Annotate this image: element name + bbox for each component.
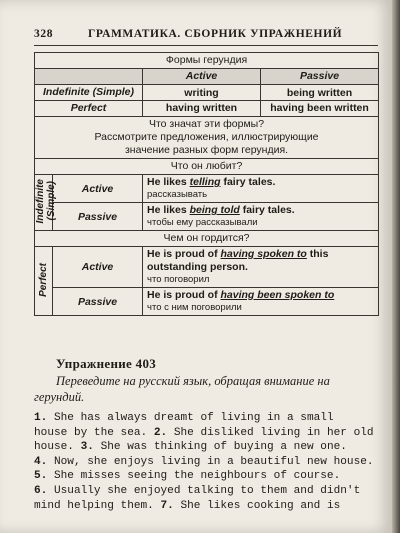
section2-active-label: Active: [53, 247, 143, 288]
section2-active-example: He is proud of having spoken to this outstanding person. что поговорил: [143, 247, 379, 288]
section1-heading: Что он любит?: [35, 159, 379, 175]
page-edge-shadow: [392, 0, 400, 533]
section2-passive-example: He is proud of having been spoken to что с ним поговорили: [143, 288, 379, 316]
running-title: ГРАММАТИКА. СБОРНИК УПРАЖНЕНИЙ: [88, 28, 343, 40]
exercise-text: [34, 411, 384, 513]
side-label-indefinite: Indefinite (Simple): [35, 175, 53, 231]
section1-passive-example: He likes being told fairy tales. чтобы ему рассказывали: [143, 203, 379, 231]
section1-passive-label: Passive: [53, 203, 143, 231]
section2-passive-label: Passive: [53, 288, 143, 316]
text-line: house. 3. She was thinking of buying a new one.: [34, 441, 347, 454]
exercise-title: Упражнение 403: [56, 356, 157, 371]
text-line: 4. Now, she enjoys living in a beautiful new house.: [34, 455, 374, 468]
col-passive-header: Passive: [261, 69, 379, 85]
text-line: 1. She has always dreamt of living in a small: [34, 412, 334, 424]
page-header: [34, 28, 374, 42]
form-perfect-active: having written: [143, 101, 261, 117]
row-label-indefinite: Indefinite (Simple): [35, 85, 143, 101]
section2-heading: Чем он гордится?: [35, 231, 379, 247]
section1-active-label: Active: [53, 175, 143, 203]
side-label-perfect: Perfect: [35, 247, 53, 316]
gerund-forms-table: [34, 52, 379, 316]
col-active-header: Active: [143, 69, 261, 85]
form-perfect-passive: having been written: [261, 101, 379, 117]
section1-active-example: He likes telling fairy tales. рассказывать: [143, 175, 379, 203]
text-line: 5. She misses seeing the neighbours of course.: [34, 470, 341, 483]
question-block: Что значат эти формы? Рассмотрите предложения, иллюстрирующие значение разных форм герундия.: [35, 117, 379, 159]
header-rule: [34, 45, 378, 46]
forms-title: Формы герундия: [35, 53, 379, 69]
form-indefinite-active: writing: [143, 85, 261, 101]
row-label-perfect: Perfect: [35, 101, 143, 117]
text-line: 6. Usually she enjoyed talking to them and didn't: [34, 484, 361, 497]
form-indefinite-passive: being written: [261, 85, 379, 101]
text-line: mind helping them. 7. She likes cooking and is: [34, 499, 341, 512]
exercise-instruction: Переведите на русский язык, обращая внимание на герундий.: [34, 374, 330, 404]
page-number: 328: [34, 28, 54, 40]
text-line: house by the sea. 2. She disliked living in her old: [34, 426, 374, 439]
